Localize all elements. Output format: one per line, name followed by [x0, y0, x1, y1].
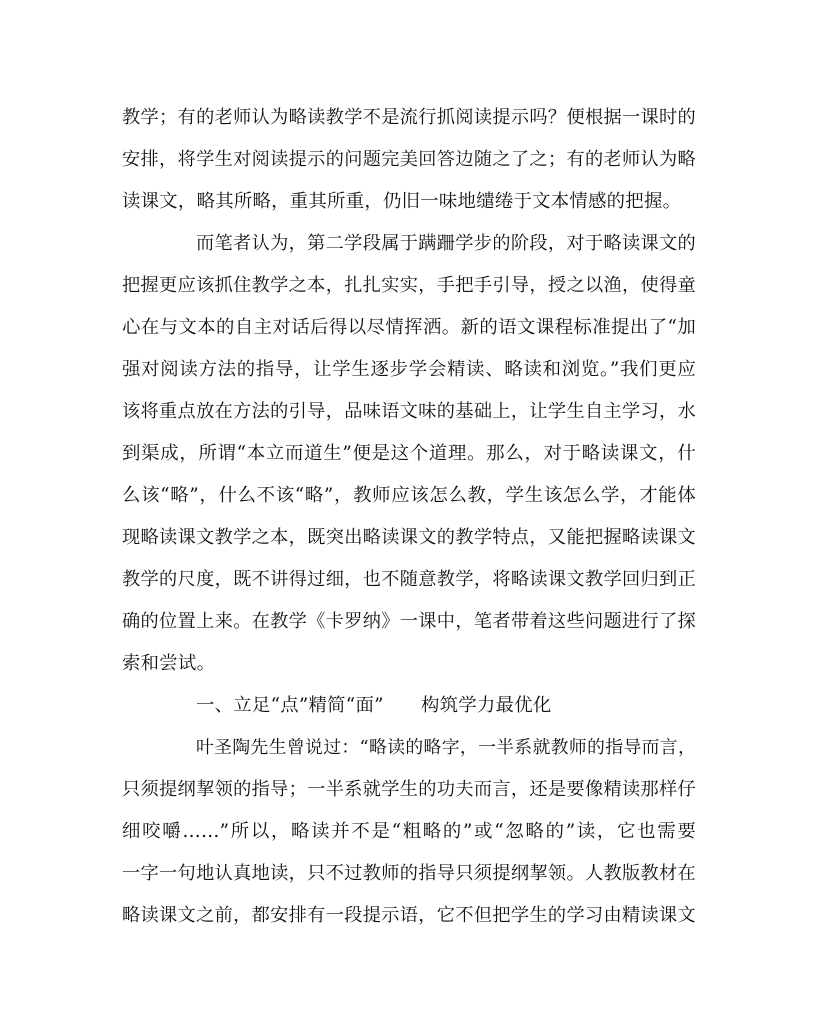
paragraph-2-line-2: 把握更应该抓住教学之本，扎扎实实，手把手引导，授之以渔，使得童 [122, 275, 696, 296]
paragraph-3-line-3: 细咬嚼……”所以，略读并不是“粗略的”或“忽略的”读，它也需要 [122, 821, 696, 842]
paragraph-2-line-1: 而笔者认为，第二学段属于蹒跚学步的阶段，对于略读课文的 [196, 233, 696, 254]
paragraph-1-line-2: 安排，将学生对阅读提示的问题完美回答边随之了之；有的老师认为略 [122, 149, 696, 170]
paragraph-2-line-7: 么该“略”，什么不该“略”，教师应该怎么教，学生该怎么学，才能体 [122, 485, 696, 506]
paragraph-2-line-11: 索和尝试。 [122, 653, 216, 674]
paragraph-2-line-8: 现略读课文教学之本，既突出略读课文的教学特点，又能把握略读课文 [122, 527, 696, 548]
paragraph-3-line-4: 一字一句地认真地读，只不过教师的指导只须提纲挈领。人教版教材在 [122, 863, 696, 884]
paragraph-3-line-2: 只须提纲挈领的指导；一半系就学生的功夫而言，还是要像精读那样仔 [122, 779, 696, 800]
paragraph-1-line-3: 读课文，略其所略，重其所重，仍旧一味地缱绻于文本情感的把握。 [122, 191, 682, 212]
paragraph-3-line-5: 略读课文之前，都安排有一段提示语，它不但把学生的学习由精读课文 [122, 905, 696, 926]
paragraph-3-line-1: 叶圣陶先生曾说过：“略读的略字，一半系就教师的指导而言， [196, 737, 696, 758]
paragraph-2-line-5: 该将重点放在方法的引导，品味语文味的基础上，让学生自主学习，水 [122, 401, 696, 422]
paragraph-2-line-9: 教学的尺度，既不讲得过细，也不随意教学，将略读课文教学回归到正 [122, 569, 696, 590]
paragraph-2-line-4: 强对阅读方法的指导，让学生逐步学会精读、略读和浏览。”我们更应 [122, 359, 696, 380]
paragraph-1-line-1: 教学；有的老师认为略读教学不是流行抓阅读提示吗？便根据一课时的 [122, 107, 696, 128]
paragraph-2-line-10: 确的位置上来。在教学《卡罗纳》一课中，笔者带着这些问题进行了探 [122, 611, 696, 632]
section-heading: 一、立足“点”精简“面” 构筑学力最优化 [196, 695, 552, 716]
paragraph-2-line-3: 心在与文本的自主对话后得以尽情挥洒。新的语文课程标准提出了“加 [122, 317, 696, 338]
paragraph-2-line-6: 到渠成，所谓“本立而道生”便是这个道理。那么，对于略读课文，什 [122, 443, 696, 464]
